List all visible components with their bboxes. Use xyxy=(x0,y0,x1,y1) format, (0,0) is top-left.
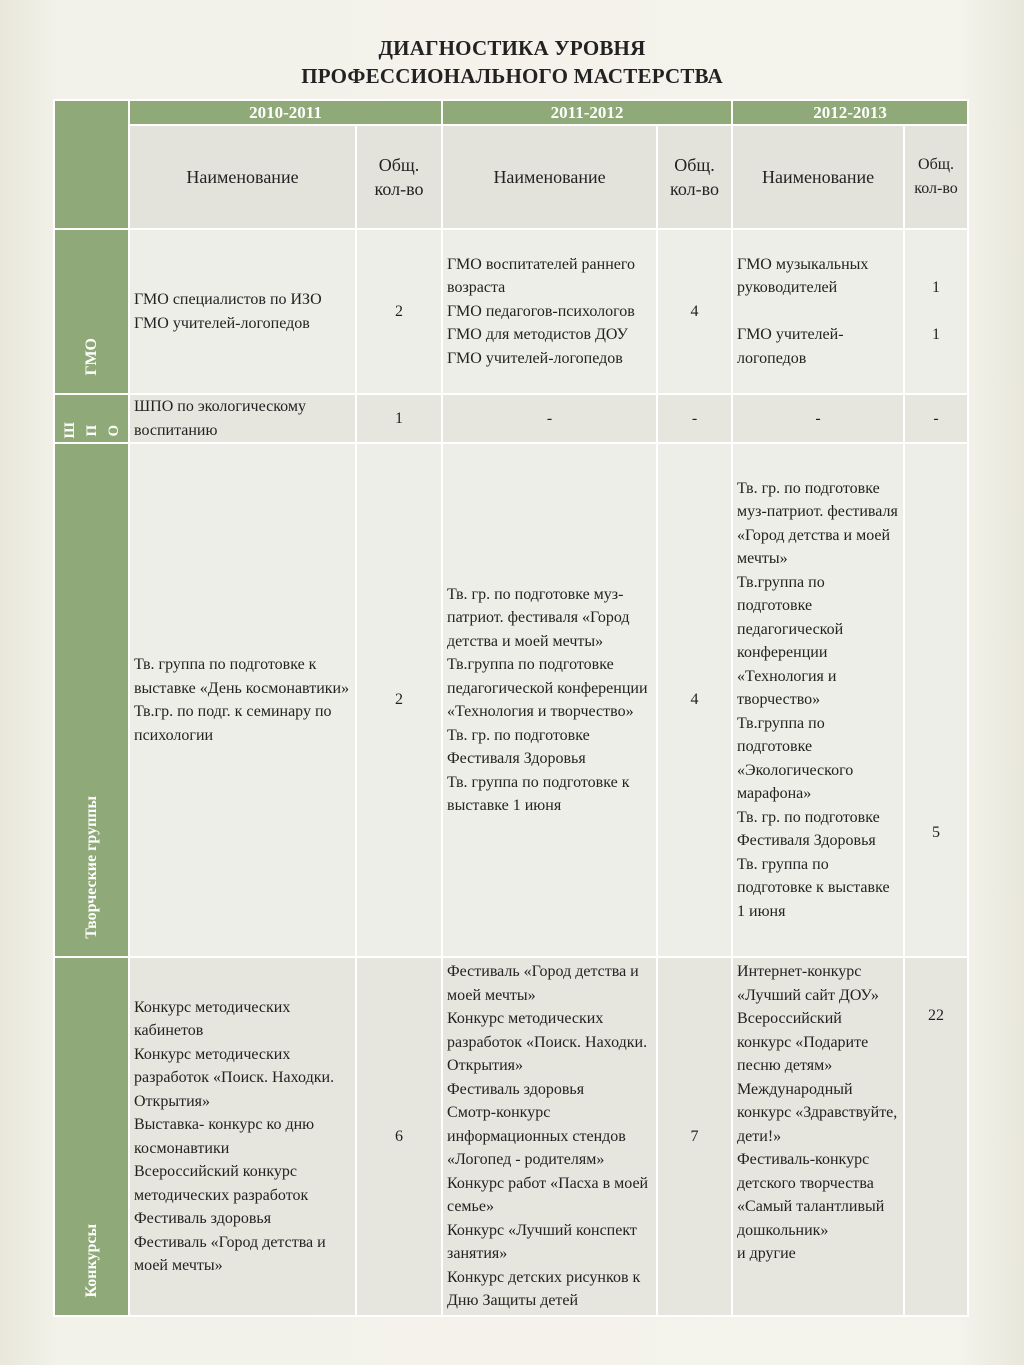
contests-2011-count: 7 xyxy=(657,957,732,1316)
col-header-name: Наименование xyxy=(732,125,904,229)
shpo-2012-name: - xyxy=(732,394,904,443)
gmo-2011-count: 4 xyxy=(657,229,732,394)
page-title-line2: ПРОФЕССИОНАЛЬНОГО МАСТЕРСТВА xyxy=(301,64,723,88)
col-header-count: Общ. кол-во xyxy=(356,125,442,229)
col-header-count: Общ. кол-во xyxy=(904,125,968,229)
shpo-2011-name: - xyxy=(442,394,657,443)
diagnostics-table xyxy=(53,99,969,1317)
shpo-2011-count: - xyxy=(657,394,732,443)
row-label-contests: Конкурсы xyxy=(54,957,129,1316)
column-header-row xyxy=(54,125,968,229)
creative-2012-name: Тв. гр. по подготовке муз-патриот. фестиваля «Город детства и моей мечты» Тв.группа по подготовке педагогической конференции «Технология и творчество» Тв.группа по подготовке «Экологического марафона» Тв. гр. по подготовке Фестиваля Здоровья Тв. группа по подготовке к выставке 1 июня xyxy=(732,443,904,957)
row-gmo xyxy=(54,229,968,394)
creative-2011-count: 4 xyxy=(657,443,732,957)
col-header-name: Наименование xyxy=(129,125,356,229)
shpo-2012-count: - xyxy=(904,394,968,443)
page-title-line1: ДИАГНОСТИКА УРОВНЯ xyxy=(378,36,646,60)
gmo-2011-name: ГМО воспитателей раннего возраста ГМО педагогов-психологов ГМО для методистов ДОУ ГМО учителей-логопедов xyxy=(442,229,657,394)
creative-2011-name: Тв. гр. по подготовке муз-патриот. фестиваля «Город детства и моей мечты» Тв.группа по подготовке педагогической конференции «Технология и творчество» Тв. гр. по подготовке Фестиваля Здоровья Тв. группа по подготовке к выставке 1 июня xyxy=(442,443,657,957)
gmo-2010-name: ГМО специалистов по ИЗО ГМО учителей-логопедов xyxy=(129,229,356,394)
year-header-2012: 2012-2013 xyxy=(732,100,968,125)
row-shpo xyxy=(54,394,968,443)
shpo-2010-name: ШПО по экологическому воспитанию xyxy=(129,394,356,443)
contests-2011-name: Фестиваль «Город детства и моей мечты» Конкурс методических разработок «Поиск. Находки. Открытия» Фестиваль здоровья Смотр-конкурс информационных стендов «Логопед - родителям» Конкурс работ «Пасха в моей семье» Конкурс «Лучший конспект занятия» Конкурс детских рисунков к Дню Защиты детей xyxy=(442,957,657,1316)
creative-2012-count: 5 xyxy=(904,443,968,957)
row-label-creative-groups: Творческие группы xyxy=(54,443,129,957)
col-header-count: Общ. кол-во xyxy=(657,125,732,229)
gmo-2010-count: 2 xyxy=(356,229,442,394)
col-header-name: Наименование xyxy=(442,125,657,229)
contests-2010-name: Конкурс методических кабинетов Конкурс методических разработок «Поиск. Находки. Открытия» Выставка- конкурс ко дню космонавтики Всероссийский конкурс методических разработок Фестиваль здоровья Фестиваль «Город детства и моей мечты» xyxy=(129,957,356,1316)
row-contests xyxy=(54,957,968,1316)
row-label-gmo: ГМО xyxy=(54,229,129,394)
contests-2012-name: Интернет-конкурс «Лучший сайт ДОУ» Всероссийский конкурс «Подарите песню детям» Международный конкурс «Здравствуйте, дети!» Фестиваль-конкурс детского творчества «Самый талантливый дошкольник» и другие xyxy=(732,957,904,1316)
year-header-2010: 2010-2011 xyxy=(129,100,442,125)
contests-2010-count: 6 xyxy=(356,957,442,1316)
year-header-row xyxy=(54,100,968,125)
row-label-shpo: Ш П О xyxy=(54,394,129,443)
creative-2010-count: 2 xyxy=(356,443,442,957)
corner-cell xyxy=(54,100,129,229)
gmo-2012-name: ГМО музыкальных руководителей ГМО учителей-логопедов xyxy=(732,229,904,394)
contests-2012-count: 22 xyxy=(904,957,968,1316)
row-creative-groups xyxy=(54,443,968,957)
creative-2010-name: Тв. группа по подготовке к выставке «День космонавтики» Тв.гр. по подг. к семинару по психологии xyxy=(129,443,356,957)
shpo-2010-count: 1 xyxy=(356,394,442,443)
gmo-2012-count: 1 1 xyxy=(904,229,968,394)
year-header-2011: 2011-2012 xyxy=(442,100,732,125)
